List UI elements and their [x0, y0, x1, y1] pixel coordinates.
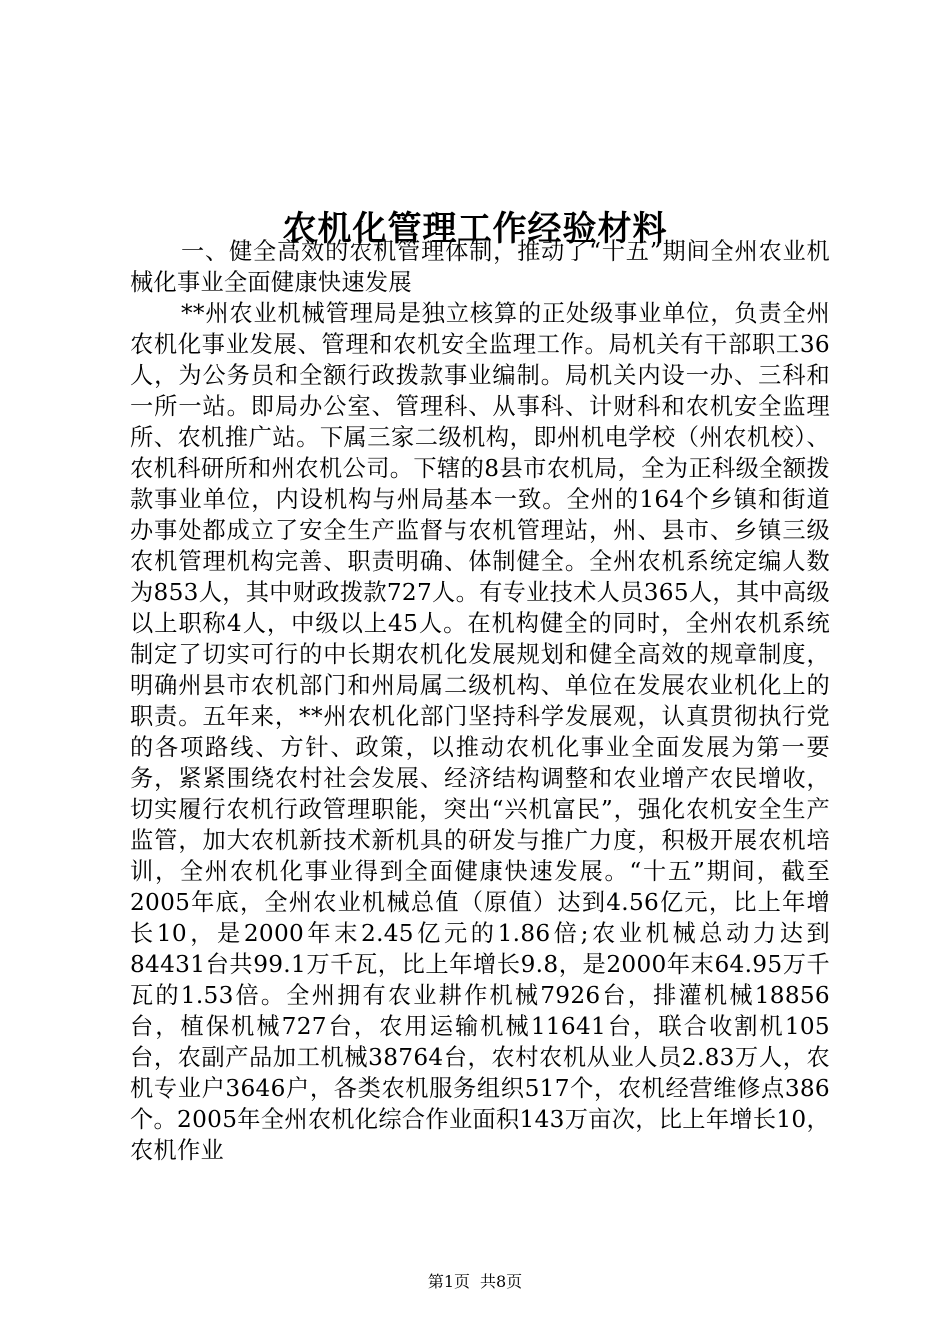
section-heading: 一、健全高效的农机管理体制，推动了“十五”期间全州农业机械化事业全面健康快速发展	[130, 238, 830, 296]
page-footer	[0, 1272, 950, 1292]
page-number: 第1页	[427, 1272, 470, 1291]
document-title: 农机化管理工作经验材料	[282, 208, 668, 249]
page-total: 共8页	[480, 1272, 523, 1291]
document-body	[130, 236, 830, 1166]
body-paragraph: **州农业机械管理局是独立核算的正处级事业单位，负责全州农机化事业发展、管理和农机安全监理工作。局机关有干部职工36人，为公务员和全额行政拨款事业编制。局机关内设一办、三科和一所一站。即局办公室、管理科、从事科、计财科和农机安全监理所、农机推广站。下属三家二级机构，即州机电学校（州农机校）、农机科研所和州农机公司。下辖的8县市农机局，全为正科级全额拨款事业单位，内设机构与州局基本一致。全州的164个乡镇和街道办事处都成立了安全生产监督与农机管理站，州、县市、乡镇三级农机管理机构完善、职责明确、体制健全。全州农机系统定编人数为853人，其中财政拨款727人。有专业技术人员365人，其中高级以上职称4人，中级以上45人。在机构健全的同时，全州农机系统制定了切实可行的中长期农机化发展规划和健全高效的规章制度，明确州县市农机部门和州局属二级机构、单位在发展农业机化上的职责。五年来，**州农机化部门坚持科学发展观，认真贯彻执行党的各项路线、方针、政策，以推动农机化事业全面发展为第一要务，紧紧围绕农村社会发展、经济结构调整和农业增产农民增收，切实履行农机行政管理职能，突出“兴机富民”，强化农机安全生产监管，加大农机新技术新机具的研发与推广力度，积极开展农机培训，全州农机化事业得到全面健康快速发展。“十五”期间，截至2005年底，全州农业机械总值（原值）达到4.56亿元，比上年增长10，是2000年末2.45亿元的1.86倍;农业机械总动力达到84431台共99.1万千瓦，比上年增长9.8，是2000年末64.95万千瓦的1.53倍。全州拥有农业耕作机械7926台，排灌机械18856台，植保机械727台，农用运输机械11641台，联合收割机105台，农副产品加工机械38764台，农村农机从业人员2.83万人，农机专业户3646户，各类农机服务组织517个，农机经营维修点386个。2005年全州农机化综合作业面积143万亩次，比上年增长10，农机作业	[130, 300, 830, 1164]
